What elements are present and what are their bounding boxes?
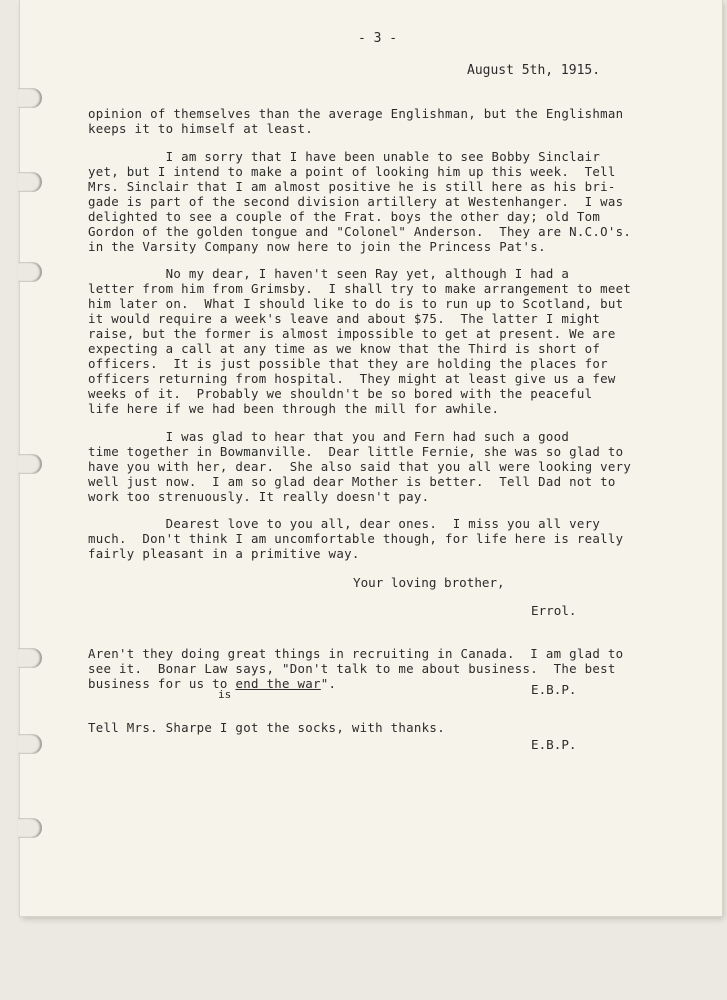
paragraph-line: Gordon of the golden tongue and "Colonel" Anderson. They are N.C.O's.	[88, 224, 632, 239]
paragraph-line: delighted to see a couple of the Frat. boys the other day; old Tom	[88, 209, 601, 224]
paragraph-line: expecting a call at any time as we know that the Third is short of	[88, 341, 601, 356]
paragraph-line: well just now. I am so glad dear Mother is better. Tell Dad not to	[88, 474, 616, 489]
paragraph-line: Mrs. Sinclair that I am almost positive he is still here as his bri-	[88, 179, 616, 194]
initials: E.B.P.	[531, 682, 577, 697]
punch-hole	[18, 454, 42, 474]
paragraph-line: raise, but the former is almost impossible to get at present. We are	[88, 326, 616, 341]
paragraph-line: Dearest love to you all, dear ones. I miss you all very	[88, 516, 601, 531]
underlined-phrase: end the war	[235, 676, 321, 691]
postscript-line: Aren't they doing great things in recruiting in Canada. I am glad to	[88, 646, 624, 661]
punch-hole	[18, 818, 42, 838]
postscript-text: ".	[320, 676, 337, 691]
paragraph-line: fairly pleasant in a primitive way.	[88, 546, 360, 561]
handwritten-insert: is	[218, 688, 232, 701]
paragraph-line: weeks of it. Probably we shouldn't be so bored with the peaceful	[88, 386, 593, 401]
paragraph-line: I am sorry that I have been unable to see Bobby Sinclair	[88, 149, 601, 164]
paragraph-line: opinion of themselves than the average Englishman, but the Englishman	[88, 106, 624, 121]
paragraph-line: life here if we had been through the mill for awhile.	[88, 401, 500, 416]
paragraph-line: yet, but I intend to make a point of looking him up this week. Tell	[88, 164, 616, 179]
postscript-line: see it. Bonar Law says, "Don't talk to me about business. The best	[88, 661, 616, 676]
initials: E.B.P.	[531, 737, 577, 752]
letter-page	[20, 0, 722, 916]
paragraph-line: keeps it to himself at least.	[88, 121, 314, 136]
signature: Errol.	[531, 603, 577, 618]
paragraph-line: work too strenuously. It really doesn't pay.	[88, 489, 430, 504]
punch-hole	[18, 734, 42, 754]
punch-hole	[18, 172, 42, 192]
postscript-text: business for us to	[88, 676, 236, 691]
punch-hole	[18, 262, 42, 282]
punch-hole	[18, 88, 42, 108]
paragraph-line: it would require a week's leave and about $75. The latter I might	[88, 311, 601, 326]
paragraph-line: letter from him from Grimsby. I shall try to make arrangement to meet	[88, 281, 632, 296]
postscript-line: Tell Mrs. Sharpe I got the socks, with thanks.	[88, 720, 445, 735]
page-number: - 3 -	[358, 31, 398, 46]
paragraph-line: him later on. What I should like to do is to run up to Scotland, but	[88, 296, 624, 311]
letter-date: August 5th, 1915.	[467, 63, 601, 78]
closing: Your loving brother,	[353, 575, 505, 590]
paragraph-line: gade is part of the second division artillery at Westenhanger. I was	[88, 194, 624, 209]
paragraph-line: in the Varsity Company now here to join the Princess Pat's.	[88, 239, 546, 254]
punch-hole	[18, 648, 42, 668]
paragraph-line: No my dear, I haven't seen Ray yet, although I had a	[88, 266, 570, 281]
paragraph-line: have you with her, dear. She also said that you all were looking very	[88, 459, 632, 474]
paragraph-line: time together in Bowmanville. Dear little Fernie, she was so glad to	[88, 444, 624, 459]
paragraph-line: I was glad to hear that you and Fern had such a good	[88, 429, 570, 444]
postscript-line	[88, 676, 336, 691]
paragraph-line: officers returning from hospital. They might at least give us a few	[88, 371, 616, 386]
paragraph-line: much. Don't think I am uncomfortable though, for life here is really	[88, 531, 624, 546]
paragraph-line: officers. It is just possible that they are holding the places for	[88, 356, 608, 371]
